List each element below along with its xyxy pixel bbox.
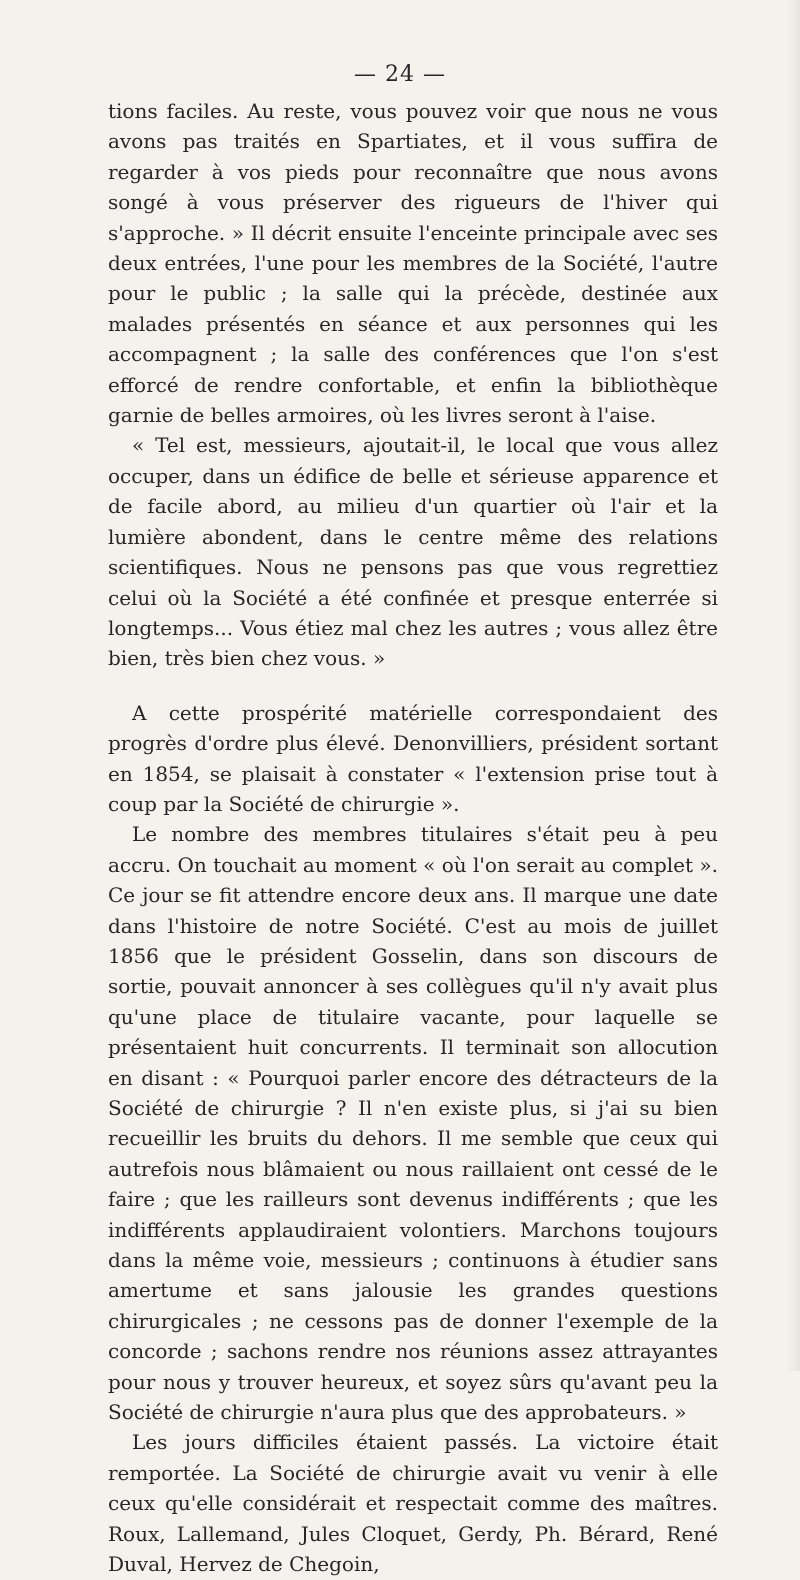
paragraph-2: « Tel est, messieurs, ajoutait-il, le local que vous allez occuper, dans un édifice de belle et sérieuse apparence et de facile abord, au milieu d'un quartier où l'air et la lumière abondent, dans le centre même des relations scientifiques. Nous ne pensons pas que vous regrettiez celui où la Société a été confinée et presque enterrée si longtemps... Vous étiez mal chez les autres ; vous allez être bien, très bien chez vous. » — [108, 433, 718, 671]
paragraph-1: tions faciles. Au reste, vous pouvez voir que nous ne vous avons pas traités en Spartiates, et il vous suffira de regarder à vos pieds pour reconnaître que nous avons songé à vous préserver des rigueurs de l'hiver qui s'approche. » Il décrit ensuite l'enceinte principale avec ses deux entrées, l'une pour les membres de la Société, l'autre pour le public ; la salle qui la précède, destinée aux malades présentés en séance et aux personnes qui les accompagnent ; la salle des conférences que l'on s'est efforcé de rendre confortable, et enfin la bibliothèque garnie de belles armoires, où les livres seront à l'aise. — [108, 99, 718, 428]
paragraph-5: Les jours difficiles étaient passés. La victoire était remportée. La Société de chirurgie avait vu venir à elle ceux qu'elle considérait et respectait comme des maîtres. Roux, Lallemand, Jules Cloquet, Gerdy, Ph. Bérard, René Duval, Hervez de Chegoin, — [108, 1430, 718, 1577]
paragraph-4: Le nombre des membres titulaires s'était peu à peu accru. On touchait au moment « où l'on serait au complet ». Ce jour se fit attendre encore deux ans. Il marque une date dans l'histoire de notre Société. C'est au mois de juillet 1856 que le président Gosselin, dans son discours de sortie, pouvait annoncer à ses collègues qu'il n'y avait plus qu'une place de titulaire vacante, pour laquelle se présentaient huit concurrents. Il terminait son allocution en disant : « Pourquoi parler encore des détracteurs de la Société de chirurgie ? Il n'en existe plus, si j'ai su bien recueillir les bruits du dehors. Il me semble que ceux qui autrefois nous blâmaient ou nous raillaient ont cessé de le faire ; que les railleurs sont devenus indifférents ; que les indifférents applaudiraient volontiers. Marchons toujours dans la même voie, messieurs ; continuons à étudier sans amertume et sans jalousie les grandes questions chirurgicales ; ne cessons pas de donner l'exemple de la concorde ; sachons rendre nos réunions assez attrayantes pour nous y trouver heureux, et soyez sûrs qu'avant peu la Société de chirurgie n'aura plus que des approbateurs. » — [108, 822, 718, 1425]
page-number: — 24 — — [354, 62, 446, 87]
page-edge-shadow — [786, 0, 800, 1371]
paragraph-3: A cette prospérité matérielle correspondaient des progrès d'ordre plus élevé. Denonvilliers, président sortant en 1854, se plaisait à constater « l'extension prise tout à coup par la Société de chirurgie ». — [108, 700, 718, 816]
body-text — [108, 96, 718, 1580]
